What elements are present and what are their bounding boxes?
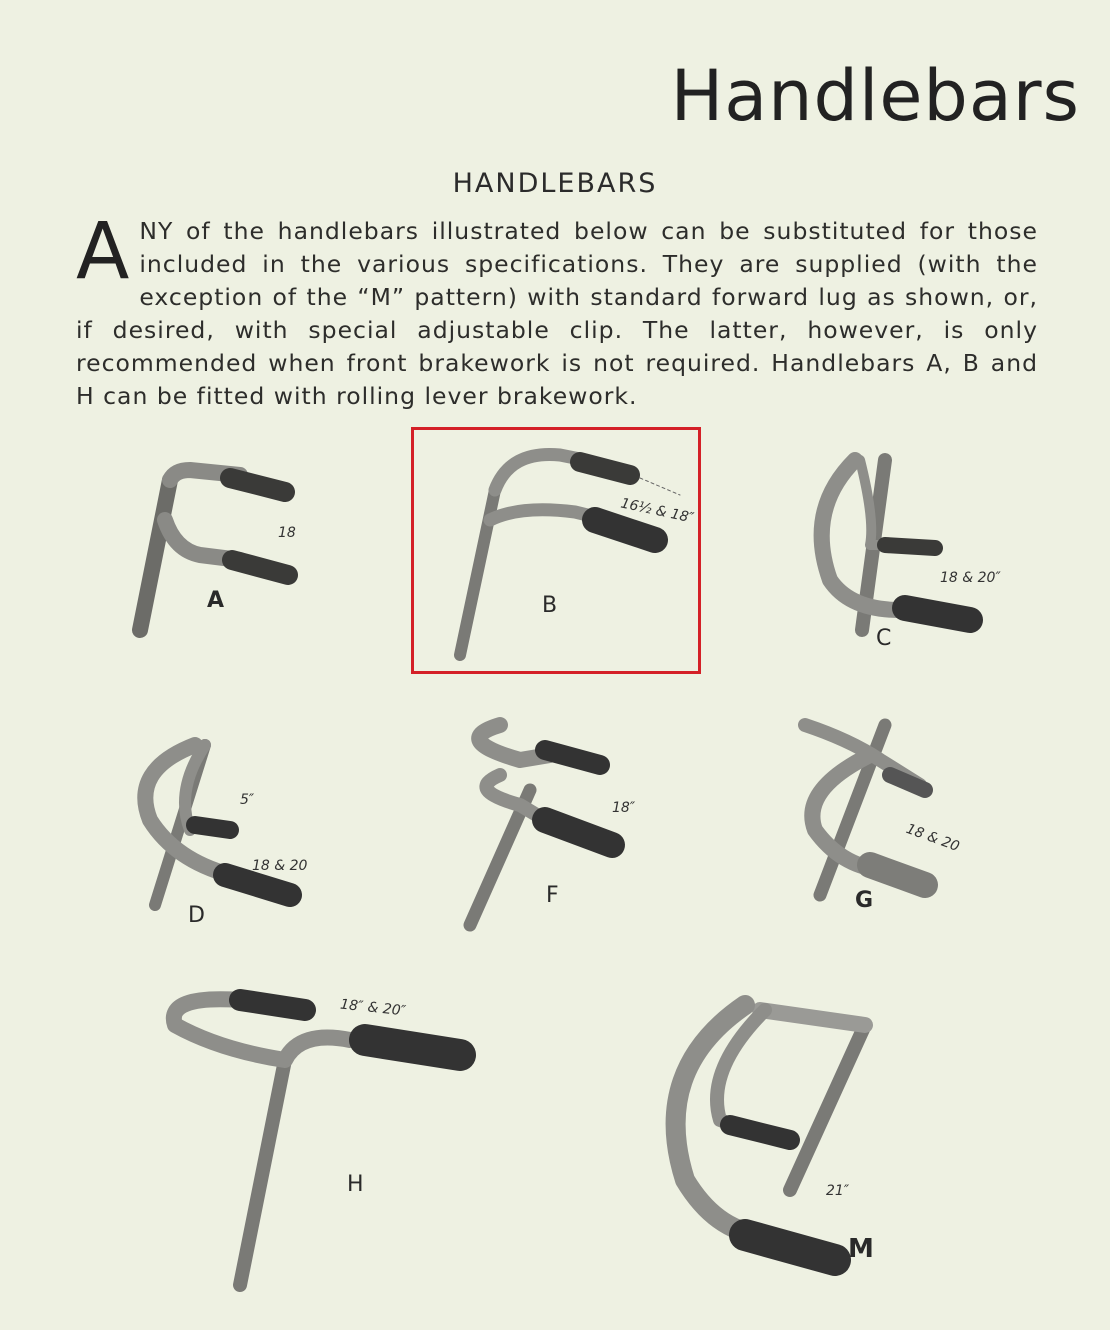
label-f: F [546, 883, 559, 908]
page-title: Handlebars [670, 55, 1080, 137]
handlebar-c-illustration [822, 460, 970, 630]
section-heading: HANDLEBARS [452, 168, 658, 199]
handlebar-f-illustration [470, 725, 612, 925]
dim-d: 18 & 20 [252, 858, 308, 874]
label-h: H [347, 1172, 364, 1197]
label-a: A [207, 588, 225, 613]
label-g: G [855, 888, 874, 913]
label-m: M [848, 1234, 874, 1264]
figure-b-highlight-box [411, 427, 701, 674]
drop-cap: A [76, 207, 130, 297]
dim-a: 18 [278, 525, 296, 541]
dim-b: 16½ & 18″ [619, 495, 696, 527]
intro-text: NY of the handlebars illustrated below can be substituted for those included in the various specifications. They are supplied (with the exception of the “M” pattern) with standard forward lug as shown, or, if desired, with special adjustable clip. The latter, however, is only recommended when front brakework is not required. Handlebars A, B and H can be fitted with rolling lever brakework. [76, 217, 1038, 410]
dim-c: 18 & 20″ [940, 570, 1001, 586]
dim-f: 18″ [612, 800, 636, 816]
dim-m: 21″ [826, 1183, 850, 1199]
handlebar-m-illustration [676, 1005, 865, 1260]
dim-h: 18″ & 20″ [339, 996, 407, 1020]
dim-g: 18 & 20 [903, 820, 962, 856]
label-d: D [188, 903, 205, 928]
handlebar-h-illustration [174, 996, 460, 1285]
label-c: C [876, 626, 892, 651]
label-b: B [542, 593, 558, 618]
dim-d-secondary: 5″ [240, 792, 255, 808]
handlebar-d-illustration [145, 745, 290, 905]
handlebar-g-illustration [805, 725, 925, 895]
